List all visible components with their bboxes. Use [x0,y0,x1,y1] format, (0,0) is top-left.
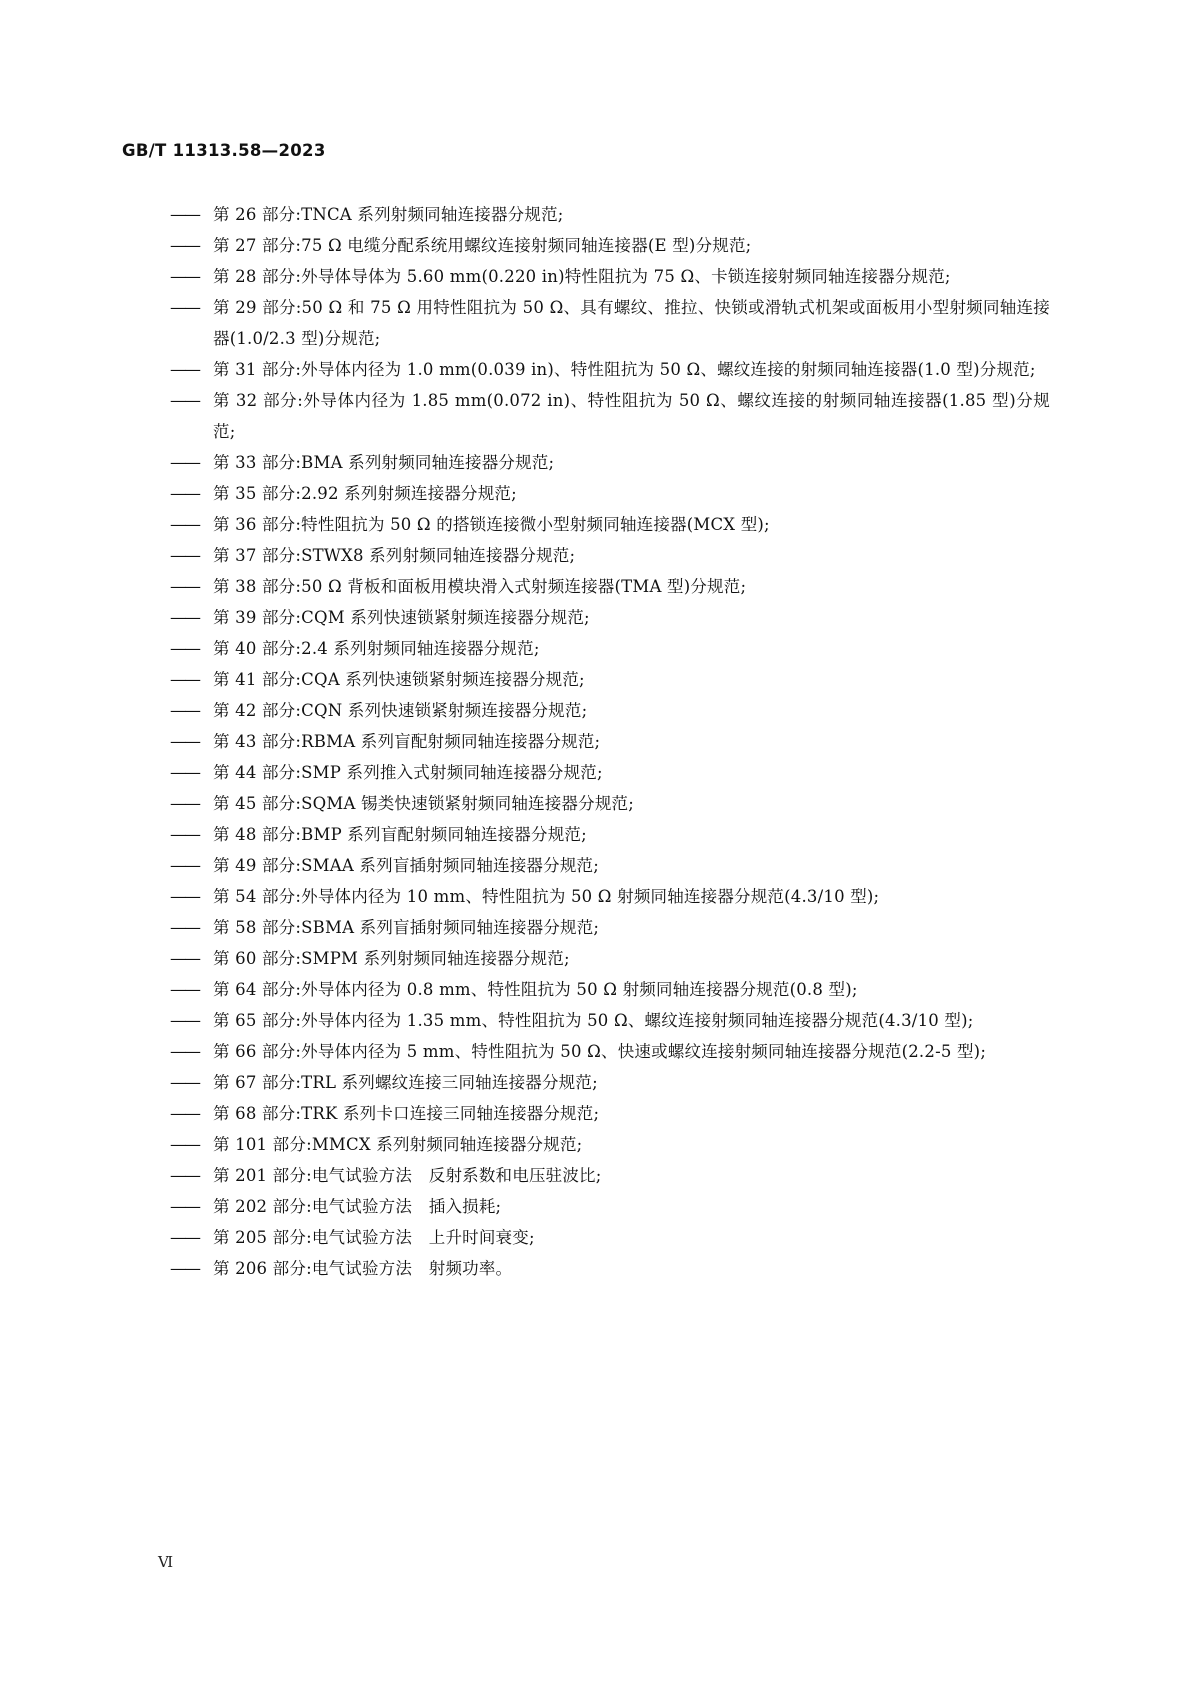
part-text: 第 32 部分:外导体内径为 1.85 mm(0.072 in)、特性阻抗为 50 Ω、螺纹连接的射频同轴连接器(1.85 型)分规范; [213,391,1050,441]
part-text: 第 44 部分:SMP 系列推入式射频同轴连接器分规范; [213,763,603,782]
list-item [170,1253,1050,1284]
dash-marker: —— [170,856,199,875]
dash-marker: —— [170,546,199,565]
part-text: 第 48 部分:BMP 系列盲配射频同轴连接器分规范; [213,825,587,844]
part-text: 第 58 部分:SBMA 系列盲插射频同轴连接器分规范; [213,918,600,937]
part-text: 第 26 部分:TNCA 系列射频同轴连接器分规范; [213,205,564,224]
list-item [170,850,1050,881]
dash-marker: —— [170,484,199,503]
list-item [170,943,1050,974]
list-item [170,1067,1050,1098]
list-item [170,571,1050,602]
dash-marker: —— [170,794,199,813]
list-item [170,788,1050,819]
part-text: 第 36 部分:特性阻抗为 50 Ω 的搭锁连接微小型射频同轴连接器(MCX 型); [213,515,770,534]
dash-marker: —— [170,577,199,596]
part-text: 第 101 部分:MMCX 系列射频同轴连接器分规范; [213,1135,583,1154]
part-text: 第 41 部分:CQA 系列快速锁紧射频连接器分规范; [213,670,585,689]
part-text: 第 37 部分:STWX8 系列射频同轴连接器分规范; [213,546,576,565]
dash-marker: —— [170,453,199,472]
dash-marker: —— [170,980,199,999]
dash-marker: —— [170,236,199,255]
dash-marker: —— [170,1042,199,1061]
list-item [170,1036,1050,1067]
list-item [170,726,1050,757]
part-text: 第 38 部分:50 Ω 背板和面板用模块滑入式射频连接器(TMA 型)分规范; [213,577,747,596]
list-item [170,509,1050,540]
dash-marker: —— [170,1104,199,1123]
part-text: 第 27 部分:75 Ω 电缆分配系统用螺纹连接射频同轴连接器(E 型)分规范; [213,236,752,255]
part-text: 第 54 部分:外导体内径为 10 mm、特性阻抗为 50 Ω 射频同轴连接器分规范(4.3/10 型); [213,887,880,906]
list-item [170,385,1050,447]
dash-marker: —— [170,608,199,627]
part-text: 第 33 部分:BMA 系列射频同轴连接器分规范; [213,453,555,472]
list-item [170,1160,1050,1191]
part-text: 第 39 部分:CQM 系列快速锁紧射频连接器分规范; [213,608,590,627]
part-text: 第 67 部分:TRL 系列螺纹连接三同轴连接器分规范; [213,1073,598,1092]
list-item [170,695,1050,726]
part-text: 第 42 部分:CQN 系列快速锁紧射频连接器分规范; [213,701,588,720]
dash-marker: —— [170,1259,199,1278]
dash-marker: —— [170,515,199,534]
part-text: 第 49 部分:SMAA 系列盲插射频同轴连接器分规范; [213,856,599,875]
dash-marker: —— [170,1135,199,1154]
dash-marker: —— [170,701,199,720]
standard-code-header: GB/T 11313.58—2023 [122,141,326,160]
dash-marker: —— [170,1166,199,1185]
dash-marker: —— [170,298,199,317]
list-item [170,1098,1050,1129]
part-text: 第 43 部分:RBMA 系列盲配射频同轴连接器分规范; [213,732,601,751]
list-item [170,1191,1050,1222]
list-item [170,819,1050,850]
page-number: Ⅵ [158,1553,174,1571]
part-text: 第 60 部分:SMPM 系列射频同轴连接器分规范; [213,949,570,968]
list-item [170,881,1050,912]
dash-marker: —— [170,887,199,906]
part-text: 第 205 部分:电气试验方法 上升时间衰变; [213,1228,535,1247]
part-text: 第 64 部分:外导体内径为 0.8 mm、特性阻抗为 50 Ω 射频同轴连接器分规范(0.8 型); [213,980,858,999]
list-item [170,664,1050,695]
list-item [170,757,1050,788]
dash-marker: —— [170,732,199,751]
part-text: 第 28 部分:外导体导体为 5.60 mm(0.220 in)特性阻抗为 75 Ω、卡锁连接射频同轴连接器分规范; [213,267,951,286]
dash-marker: —— [170,1197,199,1216]
list-item [170,974,1050,1005]
dash-marker: —— [170,360,199,379]
part-text: 第 29 部分:50 Ω 和 75 Ω 用特性阻抗为 50 Ω、具有螺纹、推拉、快锁或滑轨式机架或面板用小型射频同轴连接器(1.0/2.3 型)分规范; [213,298,1050,348]
dash-marker: —— [170,639,199,658]
list-item [170,602,1050,633]
part-text: 第 66 部分:外导体内径为 5 mm、特性阻抗为 50 Ω、快速或螺纹连接射频同轴连接器分规范(2.2-5 型); [213,1042,987,1061]
part-text: 第 206 部分:电气试验方法 射频功率。 [213,1259,513,1278]
part-text: 第 45 部分:SQMA 锡类快速锁紧射频同轴连接器分规范; [213,794,634,813]
dash-marker: —— [170,825,199,844]
list-item [170,199,1050,230]
part-text: 第 40 部分:2.4 系列射频同轴连接器分规范; [213,639,540,658]
list-item [170,1222,1050,1253]
dash-marker: —— [170,1073,199,1092]
dash-marker: —— [170,1228,199,1247]
list-item [170,261,1050,292]
list-item [170,1005,1050,1036]
list-item [170,354,1050,385]
part-text: 第 65 部分:外导体内径为 1.35 mm、特性阻抗为 50 Ω、螺纹连接射频同轴连接器分规范(4.3/10 型); [213,1011,974,1030]
part-text: 第 31 部分:外导体内径为 1.0 mm(0.039 in)、特性阻抗为 50 Ω、螺纹连接的射频同轴连接器(1.0 型)分规范; [213,360,1036,379]
parts-list [170,199,1050,1284]
list-item [170,633,1050,664]
dash-marker: —— [170,391,199,410]
part-text: 第 202 部分:电气试验方法 插入损耗; [213,1197,502,1216]
part-text: 第 68 部分:TRK 系列卡口连接三同轴连接器分规范; [213,1104,600,1123]
list-item [170,912,1050,943]
list-item [170,1129,1050,1160]
part-text: 第 35 部分:2.92 系列射频连接器分规范; [213,484,517,503]
list-item [170,540,1050,571]
list-item [170,478,1050,509]
dash-marker: —— [170,918,199,937]
list-item [170,447,1050,478]
part-text: 第 201 部分:电气试验方法 反射系数和电压驻波比; [213,1166,602,1185]
list-item [170,292,1050,354]
dash-marker: —— [170,205,199,224]
dash-marker: —— [170,670,199,689]
dash-marker: —— [170,267,199,286]
dash-marker: —— [170,949,199,968]
dash-marker: —— [170,763,199,782]
list-item [170,230,1050,261]
dash-marker: —— [170,1011,199,1030]
